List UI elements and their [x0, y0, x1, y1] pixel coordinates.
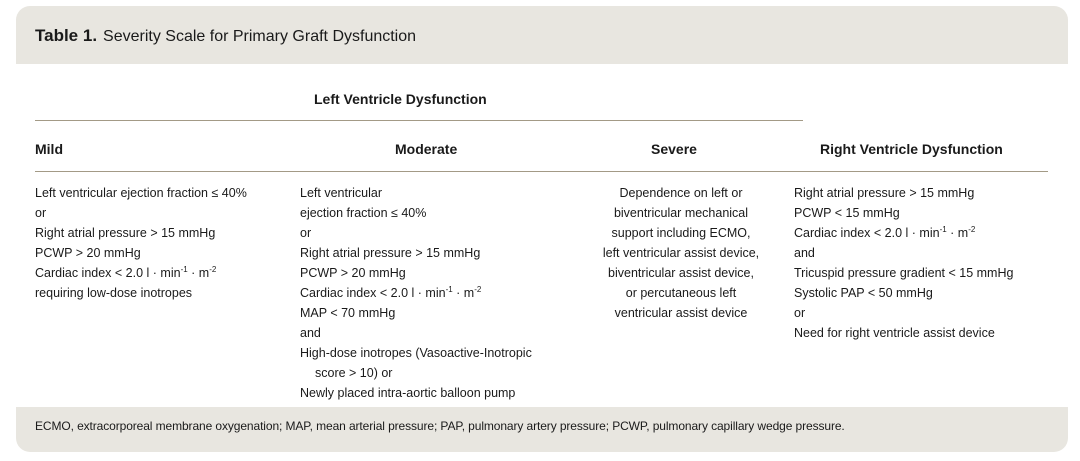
- column-header-rule: [35, 171, 1048, 172]
- unit-exponent: -1: [180, 265, 188, 274]
- table-footer: [16, 407, 1068, 452]
- unit-exponent: -2: [474, 285, 482, 294]
- cell-line: Left ventricular: [300, 186, 382, 200]
- cell-line: or: [35, 206, 47, 220]
- cell-line: Right atrial pressure > 15 mmHg: [35, 226, 216, 240]
- cell-line: PCWP < 15 mmHg: [794, 206, 900, 220]
- unit-exponent: -2: [968, 225, 976, 234]
- column-header-mild: Mild: [35, 141, 63, 157]
- table-title-bar: [16, 6, 1068, 64]
- cell-line: MAP < 70 mmHg: [300, 306, 396, 320]
- cell-line: Systolic PAP < 50 mmHg: [794, 286, 933, 300]
- cell-line: and: [300, 326, 321, 340]
- cell-line: Need for right ventricle assist device: [794, 326, 995, 340]
- cell-line: Right atrial pressure > 15 mmHg: [794, 186, 975, 200]
- column-header-moderate: Moderate: [395, 141, 458, 157]
- unit-exponent: -1: [445, 285, 453, 294]
- cell-line: Right atrial pressure > 15 mmHg: [300, 246, 481, 260]
- cell-right-ventricle: [794, 183, 1059, 343]
- cell-line: or: [794, 306, 806, 320]
- table-title-text: Severity Scale for Primary Graft Dysfunction: [103, 28, 417, 45]
- cardiac-index-text: Cardiac index < 2.0 l · min: [35, 266, 181, 280]
- group-header-rule: [35, 120, 803, 121]
- cell-line: biventricular mechanical: [613, 206, 749, 220]
- column-header-right-ventricle: Right Ventricle Dysfunction: [820, 141, 1003, 157]
- cell-line: PCWP > 20 mmHg: [35, 246, 141, 260]
- cell-line: Dependence on left or: [619, 186, 743, 200]
- cell-line: score > 10) or: [315, 366, 393, 380]
- cardiac-index-text: Cardiac index < 2.0 l · min: [794, 226, 940, 240]
- cell-mild: [35, 183, 290, 303]
- cell-line: ejection fraction ≤ 40%: [300, 206, 427, 220]
- table-body: [16, 64, 1068, 407]
- cardiac-index-text: Cardiac index < 2.0 l · min: [300, 286, 446, 300]
- cell-line: and: [794, 246, 815, 260]
- cell-line: ventricular assist device: [614, 306, 748, 320]
- unit-dot: · m: [946, 226, 969, 240]
- cell-line: Tricuspid pressure gradient < 15 mmHg: [794, 266, 1014, 280]
- table-label: Table 1.: [35, 26, 98, 45]
- cell-line-cardiac-index: [35, 263, 290, 283]
- unit-exponent: -1: [939, 225, 947, 234]
- cell-line: High-dose inotropes (Vasoactive-Inotropic: [300, 346, 532, 360]
- cell-line-cardiac-index: [300, 283, 570, 303]
- cell-line: PCWP > 20 mmHg: [300, 266, 406, 280]
- table-footnote: ECMO, extracorporeal membrane oxygenation; MAP, mean arterial pressure; PAP, pulmonary artery pressure; PCWP, pulmonary capillary wedge pressure.: [35, 419, 845, 433]
- table-card: [16, 6, 1068, 452]
- cell-line: requiring low-dose inotropes: [35, 286, 193, 300]
- cell-line-cardiac-index: [794, 223, 1059, 243]
- cell-line: or percutaneous left: [625, 286, 737, 300]
- unit-exponent: -2: [209, 265, 217, 274]
- cell-moderate: [300, 183, 570, 403]
- cell-severe: [582, 183, 780, 323]
- table-title: [35, 26, 416, 46]
- cell-line: Newly placed intra-aortic balloon pump: [300, 386, 516, 400]
- column-header-severe: Severe: [651, 141, 697, 157]
- cell-line: support including ECMO,: [611, 226, 751, 240]
- cell-line: or: [300, 226, 312, 240]
- unit-dot: · m: [452, 286, 475, 300]
- unit-dot: · m: [187, 266, 210, 280]
- cell-line: left ventricular assist device,: [602, 246, 760, 260]
- cell-line: biventricular assist device,: [608, 266, 754, 280]
- group-header-left-ventricle: Left Ventricle Dysfunction: [314, 91, 487, 107]
- cell-line: Left ventricular ejection fraction ≤ 40%: [35, 186, 247, 200]
